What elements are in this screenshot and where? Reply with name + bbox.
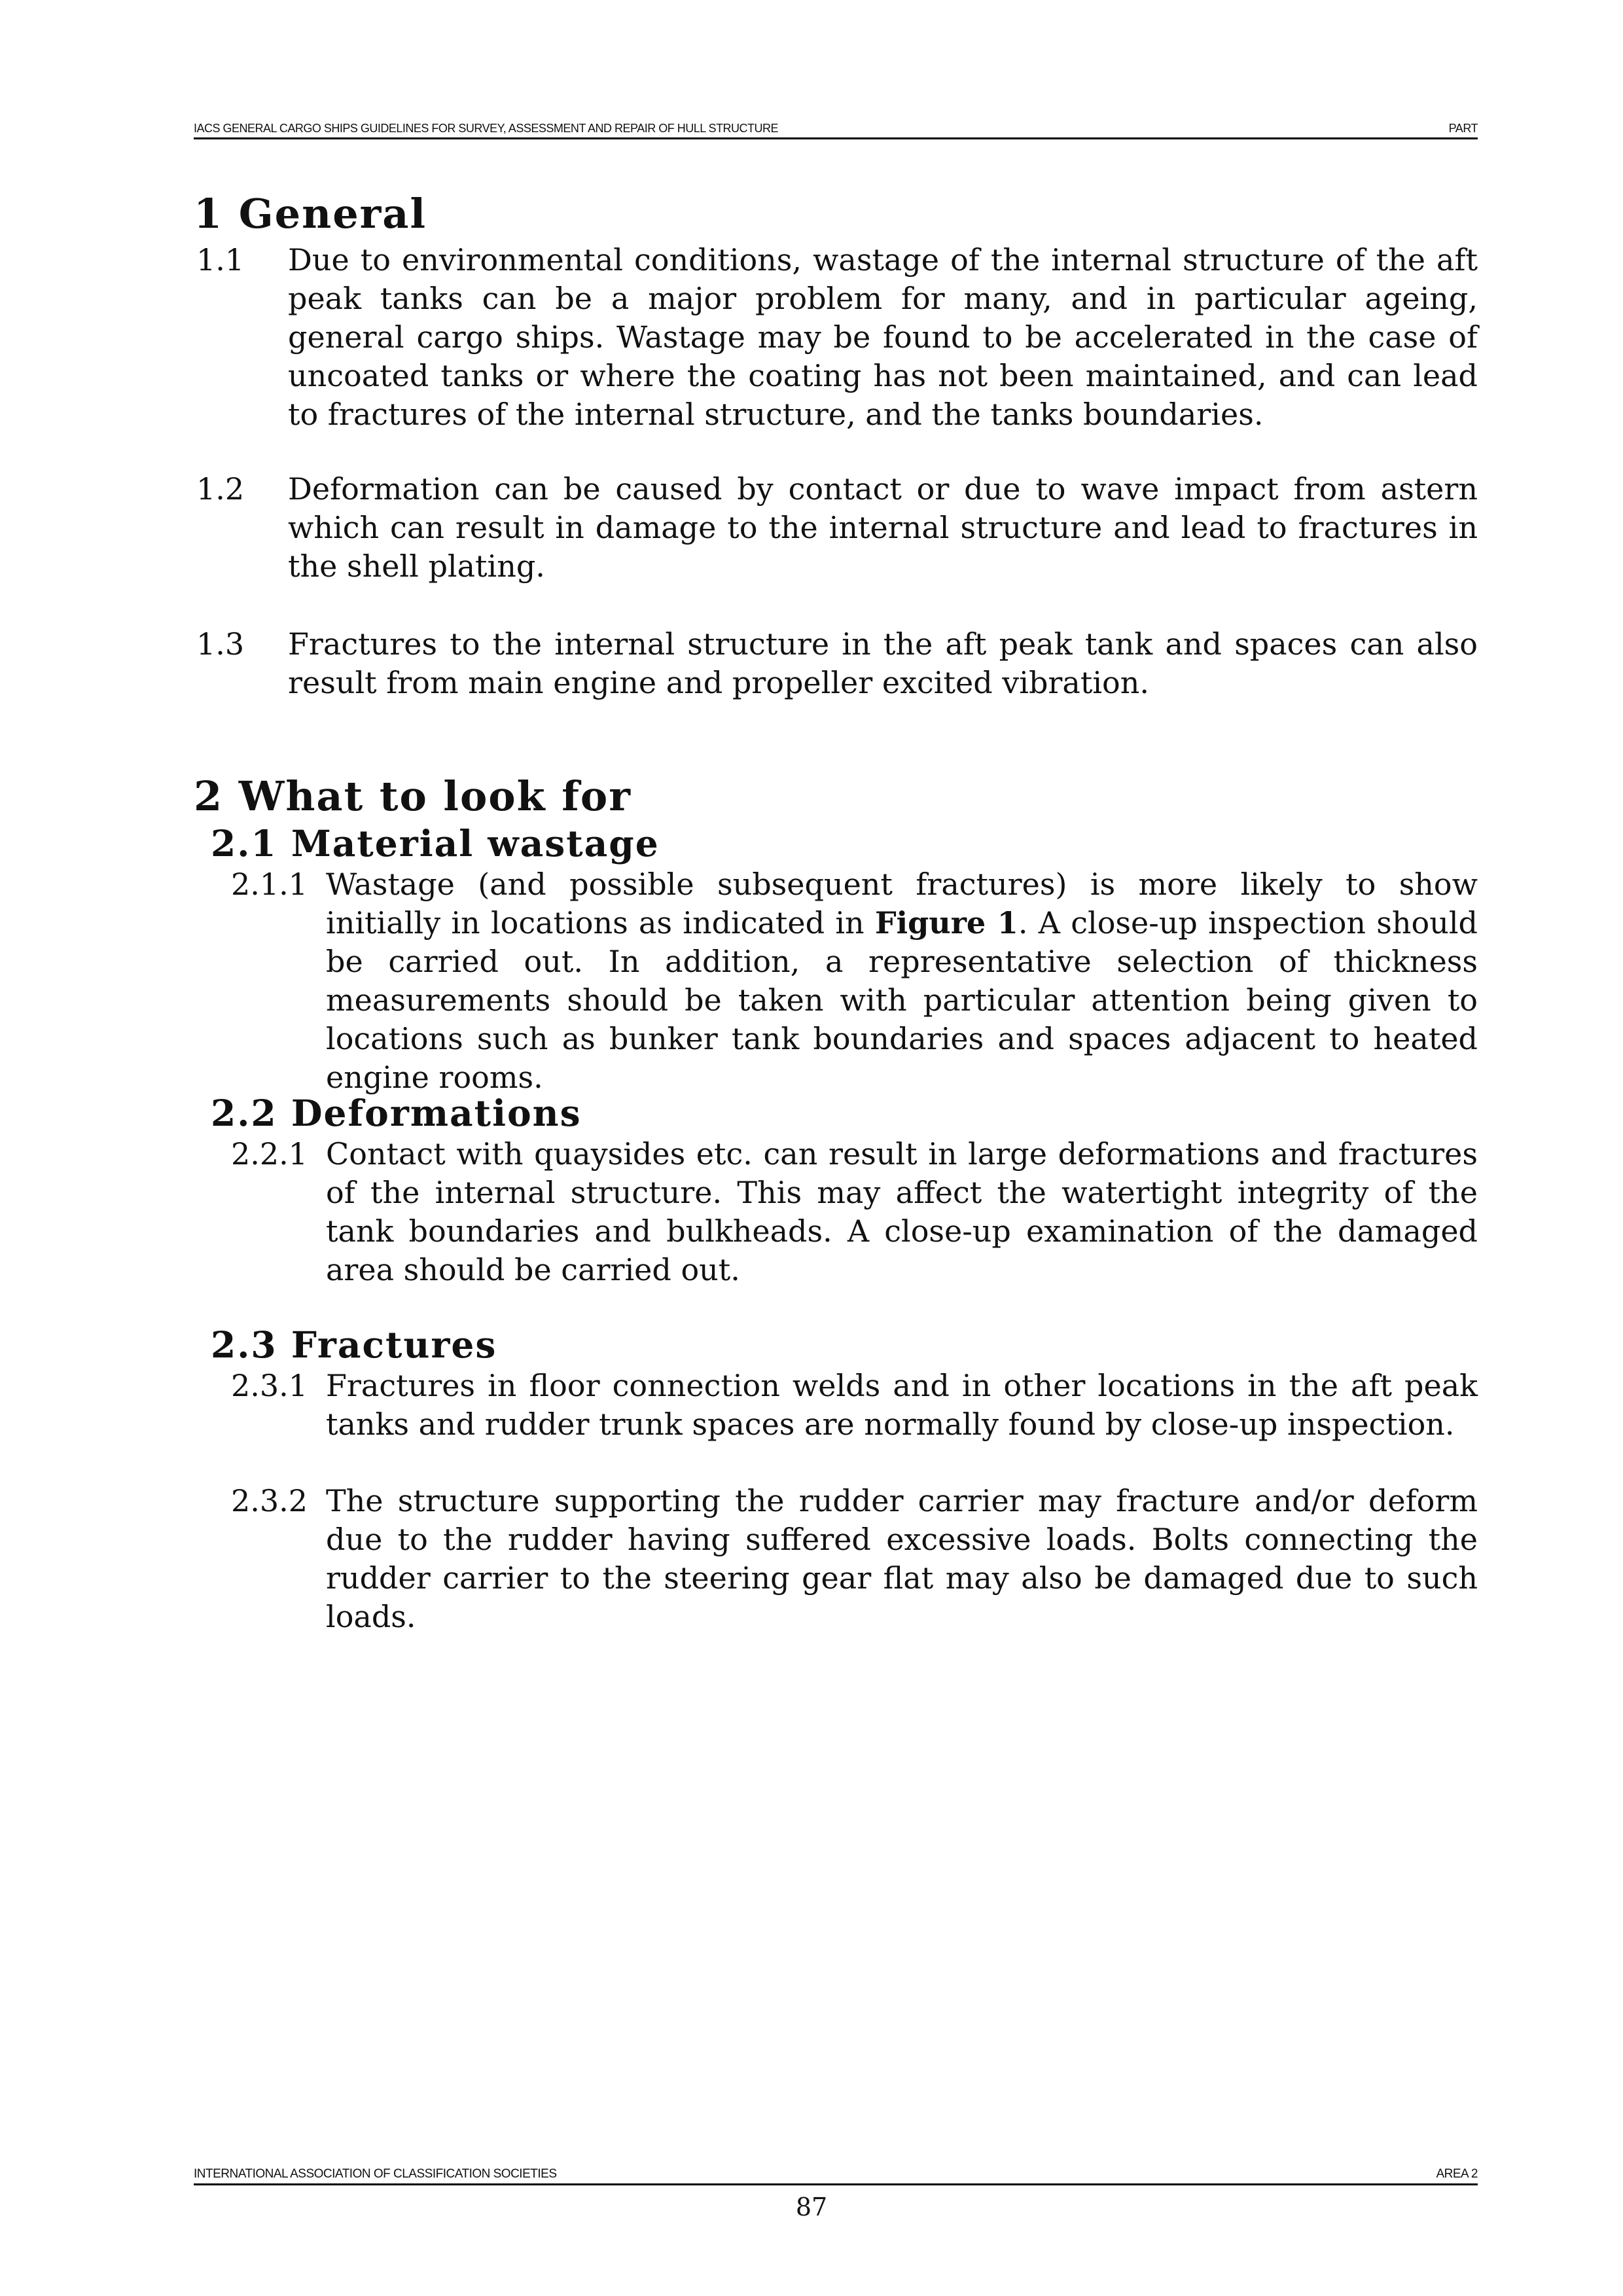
paragraph-text [326,865,1478,1097]
paragraph-text: Contact with quaysides etc. can result in large deformations and fractures of the internal structure. This may affect the watertight integrity of the tank boundaries and bulkheads. A close-up examination of the damaged area should be carried out. [326,1136,1478,1287]
paragraph-text: Fractures to the internal structure in the aft peak tank and spaces can also result from main engine and propeller excited vibration. [288,626,1478,700]
paragraph-number: 2.3.1 [231,1368,308,1403]
subsection-2-1-heading: 2.1 Material wastage [211,822,660,865]
paragraph-number: 2.2.1 [231,1136,308,1172]
text-after-reference: . A close-up inspection should be carried out. In addition, a representative selection of thickness measurements should be taken with particular attention being given to locations such as bunker tank boundaries and spaces adjacent to heated engine rooms. [326,905,1478,1095]
footer-area: AREA 2 [1436,2167,1478,2181]
subsection-2-3-heading: 2.3 Fractures [211,1323,497,1366]
paragraph-2-2-1 [231,1135,1478,1289]
paragraph-1-2 [196,470,1478,586]
paragraph-1-1 [196,241,1478,434]
paragraph-text: Deformation can be caused by contact or due to wave impact from astern which can result in damage to the internal structure and lead to fractures in the shell plating. [288,471,1478,584]
paragraph-number: 1.3 [196,626,245,662]
subsection-2-2-heading: 2.2 Deformations [211,1092,582,1134]
paragraph-2-1-1 [231,865,1478,1097]
paragraph-text: Fractures in floor connection welds and in other locations in the aft peak tanks and rudder trunk spaces are normally found by close-up inspection. [326,1368,1478,1442]
page-number: 87 [795,2193,828,2221]
section-1-heading: 1 General [194,190,427,238]
running-footer [194,2165,1478,2185]
paragraph-1-3 [196,625,1478,702]
paragraph-number: 2.1.1 [231,867,308,902]
header-title: IACS GENERAL CARGO SHIPS GUIDELINES FOR SURVEY, ASSESSMENT AND REPAIR OF HULL STRUCTURE [194,122,779,135]
paragraph-text: Due to environmental conditions, wastage of the internal structure of the aft peak tanks can be a major problem for many, and in particular ageing, general cargo ships. Wastage may be found to be accelerated in the case of uncoated tanks or where the coating has not been maintained, and can lead to fractures of the internal structure, and the tanks boundaries. [288,242,1478,432]
paragraph-2-3-2 [231,1482,1478,1636]
header-part: PART [1448,122,1478,135]
paragraph-number: 1.2 [196,471,245,507]
paragraph-text: The structure supporting the rudder carrier may fracture and/or deform due to the rudder having suffered excessive loads. Bolts connecting the rudder carrier to the steering gear flat may also be damaged due to such loads. [326,1483,1478,1634]
paragraph-2-3-1 [231,1367,1478,1444]
section-2-heading: 2 What to look for [194,772,632,820]
footer-organization: INTERNATIONAL ASSOCIATION OF CLASSIFICATION SOCIETIES [194,2167,557,2181]
running-header [194,117,1478,139]
text-before-reference: Wastage (and possible subsequent fractures) is more likely to show initially in locations as indicated in [326,867,1478,941]
paragraph-number: 2.3.2 [231,1483,308,1518]
paragraph-number: 1.1 [196,242,245,278]
figure-1-reference: Figure 1 [874,905,1018,941]
